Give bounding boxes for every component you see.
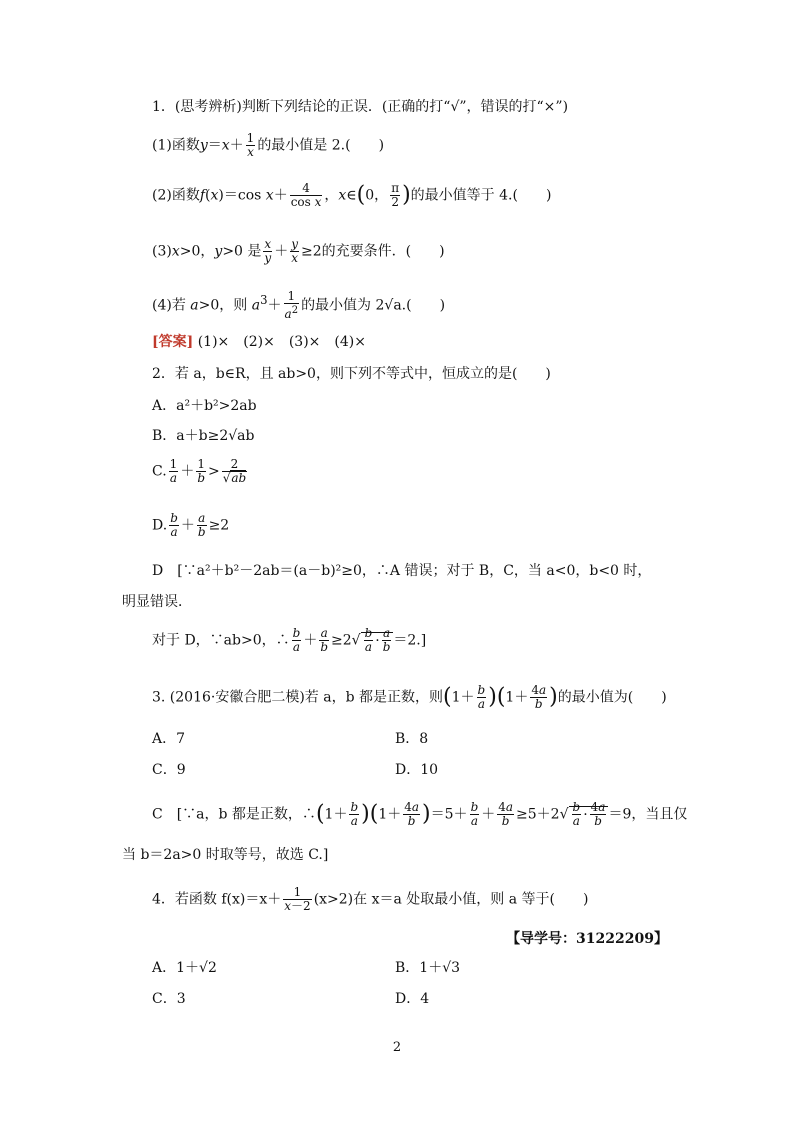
- solution-mid: ＝5＋: [430, 806, 468, 823]
- fraction: $\frac{2}{√ab}$: [222, 457, 247, 485]
- fraction: $\frac{a}{b}$: [197, 511, 206, 539]
- guide-number: 【导学号：31222209】: [506, 931, 668, 947]
- answer-tag: [答案]: [152, 334, 194, 350]
- solution-prefix: 对于 D，∵ab>0，∴: [152, 632, 290, 649]
- q1-item-4-tail: 的最小值为 2√a.( ): [301, 297, 446, 314]
- fraction: $\frac{\pi}{2}$: [391, 181, 400, 209]
- q1-item-2: (2)函数f(x)＝cos x＋ $\frac{4}{\text{cos x}}$ ，x∈(0， $\frac{\pi}{2}$ )的最小值等于 4.( ): [152, 181, 552, 209]
- q1-item-3-prefix: (3): [152, 243, 172, 260]
- q3-option-d: D．10: [395, 762, 439, 778]
- q4-option-c: C．3: [152, 991, 186, 1007]
- fraction: $\frac{1}{x-2}$: [284, 885, 311, 913]
- fraction: $\frac{b}{a}$: [170, 511, 178, 539]
- stem-prefix: 3. (2016·安徽合肥二模)若 a，b 都是正数，则: [152, 689, 444, 706]
- solution-prefix: C [∵a，b 都是正数，∴: [152, 806, 316, 823]
- solution-tail: ＝9，当且仅: [608, 806, 688, 823]
- q1-item-3-tail: 的充要条件．( ): [321, 243, 445, 260]
- q2-option-b: B．a＋b≥2√ab: [152, 428, 255, 444]
- q4-option-d: D．4: [395, 991, 430, 1007]
- q3-option-a: A．7: [152, 731, 186, 747]
- q2-solution-line3: 对于 D，∵ab>0，∴ $\frac{b}{a}$ ＋ $\frac{a}{b}$ ≥2√ $\frac{b}{a}$ · $\frac{a}{b}$ ＝2.]: [152, 626, 427, 654]
- fraction: $\frac{1}{a^2}$: [284, 289, 299, 322]
- fraction: $\frac{1}{b}$: [197, 457, 205, 485]
- q1-item-2-tail: 的最小值等于 4.( ): [410, 187, 552, 204]
- q4-option-a: A．1＋√2: [152, 960, 217, 976]
- fraction: $\frac{x}{y}$: [264, 237, 272, 265]
- option-label: D.: [152, 517, 168, 534]
- q1-item-1-tail: 的最小值是 2.( ): [257, 137, 385, 154]
- fraction: $\frac{1}{a}$: [169, 457, 178, 485]
- q1-item-4-prefix: (4)若: [152, 297, 186, 314]
- q2-solution-line2: 明显错误．: [122, 594, 192, 610]
- q1-item-3: (3)x>0，y>0 是 $\frac{x}{y}$ ＋ $\frac{y}{x}$ ≥2的充要条件．( ): [152, 237, 445, 265]
- fraction: $\frac{b}{a}$: [350, 800, 359, 828]
- q2-option-a: A．a²＋b²>2ab: [152, 398, 257, 414]
- stem-tail: (x>2)在 x＝a 处取最小值，则 a 等于( ): [313, 891, 589, 908]
- fraction: $\frac{a}{b}$: [320, 626, 328, 654]
- answer-text: (1)× (2)× (3)× (4)×: [197, 334, 366, 350]
- fraction: $\frac{1}{x}$: [246, 131, 255, 159]
- q3-solution: C [∵a，b 都是正数，∴(1＋ $\frac{b}{a}$ )(1＋ $\frac{4a}{b}$ )＝5＋ $\frac{b}{a}$ ＋ $\frac{4a}{b}$ ≥5＋2√ $\frac{b}{a}$ · $\frac{4a}{b}$ ＝9，当且仅: [152, 800, 688, 828]
- fraction: $\frac{b}{a}$: [292, 626, 301, 654]
- fraction: $\frac{4a}{b}$: [498, 800, 514, 828]
- q1-item-1-prefix: (1)函数: [152, 137, 200, 154]
- fraction: $\frac{4a}{b}$: [531, 683, 547, 711]
- q4-option-b: B．1＋√3: [395, 960, 461, 976]
- fraction: $\frac{4a}{b}$: [404, 800, 420, 828]
- fraction: $\frac{b}{a}$: [470, 800, 479, 828]
- q1-item-1: (1)函数y＝x＋ $\frac{1}{x}$ 的最小值是 2.( ): [152, 131, 385, 159]
- q1-answer: [152, 332, 366, 352]
- q3-stem: 3. (2016·安徽合肥二模)若 a，b 都是正数，则(1＋ $\frac{b}{a}$ )(1＋ $\frac{4a}{b}$ )的最小值为( ): [152, 683, 667, 711]
- q2-stem: 2．若 a，b∈R，且 ab>0，则下列不等式中，恒成立的是( ): [152, 366, 551, 382]
- stem-tail: 的最小值为( ): [557, 689, 667, 706]
- fraction: $\frac{b}{a}$: [477, 683, 486, 711]
- q3-solution-line2: 当 b＝2a>0 时取等号，故选 C.]: [122, 847, 329, 863]
- option-label: C.: [152, 463, 167, 480]
- q2-solution-line1: D [∵a²＋b²－2ab＝(a－b)²≥0，∴A 错误；对于 B，C，当 a<0，b<0 时，: [152, 563, 652, 579]
- q2-option-c: C. $\frac{1}{a}$ ＋ $\frac{1}{b}$ > $\frac{2}{√ab}$: [152, 457, 247, 485]
- q4-stem: [152, 886, 588, 913]
- fraction: $\frac{a}{b}$: [382, 626, 391, 654]
- fraction: $\frac{4a}{b}$: [590, 800, 606, 828]
- fraction: $\frac{4}{\text{cos x}}$: [290, 181, 322, 209]
- q1-item-2-prefix: (2)函数: [152, 187, 200, 204]
- stem-prefix: 4．若函数 f(x)＝x＋: [152, 891, 282, 908]
- q1-stem: 1．(思考辨析)判断下列结论的正误．(正确的打“√”，错误的打“×”): [152, 99, 569, 115]
- solution-tail: ＝2.]: [393, 632, 427, 649]
- fraction: $\frac{b}{a}$: [572, 800, 581, 828]
- fraction: $\frac{y}{x}$: [291, 237, 298, 265]
- q1-item-4: (4)若 a>0，则 $a^3+$ $\frac{1}{a^2}$ 的最小值为 2√a.( ): [152, 289, 446, 322]
- q2-option-d: D. $\frac{b}{a}$ ＋ $\frac{a}{b}$ ≥2: [152, 511, 230, 539]
- fraction: $\frac{b}{a}$: [364, 626, 373, 654]
- q3-option-c: C．9: [152, 762, 186, 778]
- page-number: 2: [392, 1040, 402, 1055]
- q3-option-b: B．8: [395, 731, 429, 747]
